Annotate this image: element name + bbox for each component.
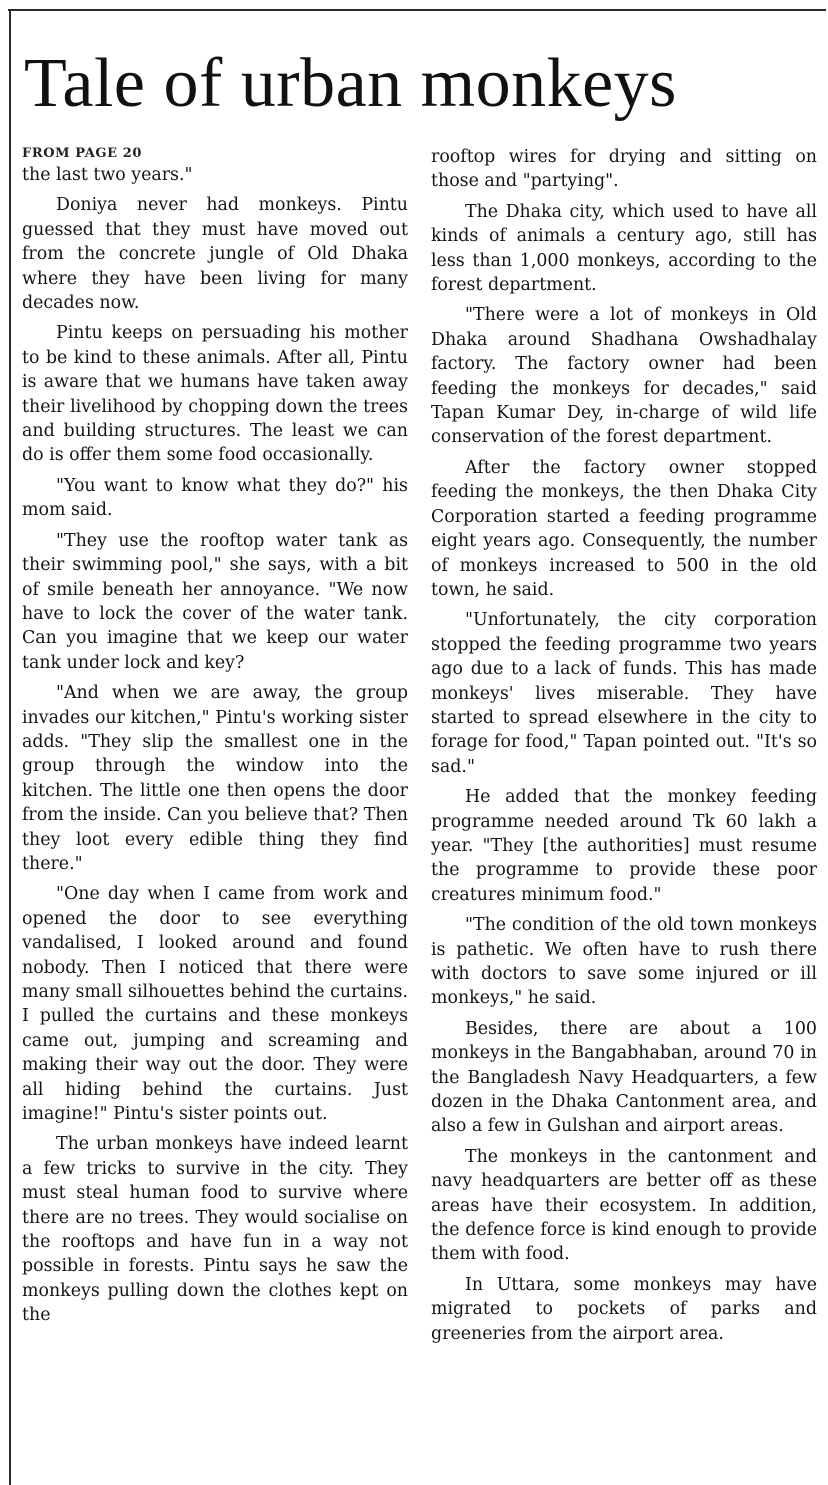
paragraph: Besides, there are about a 100 monkeys in the Bangabhaban, around 70 in the Bangladesh Navy Headquarters, a few dozen in the Dhaka Cantonment area, and also a few in Gulshan and airport areas. <box>431 1018 817 1137</box>
right-column <box>431 145 817 1352</box>
paragraph: In Uttara, some monkeys may have migrated to pockets of parks and greeneries from the airport area. <box>431 1274 817 1344</box>
paragraph: "They use the rooftop water tank as their swimming pool," she says, with a bit of smile beneath her annoyance. "We now have to lock the cover of the water tank. Can you imagine that we keep our water tank under lock and key? <box>22 530 408 673</box>
paragraph: The monkeys in the cantonment and navy headquarters are better off as these areas have their ecosystem. In addition, the defence force is kind enough to provide them with food. <box>431 1146 817 1265</box>
paragraph: Doniya never had monkeys. Pintu guessed that they must have moved out from the concrete jungle of Old Dhaka where they have been living for many decades now. <box>22 195 408 314</box>
paragraph: "Unfortunately, the city corporation stopped the feeding programme two years ago due to a lack of funds. This has made monkeys' lives miserable. They have started to spread elsewhere in the city to forage for food," Tapan pointed out. "It's so sad." <box>431 610 817 777</box>
headline: Tale of urban monkeys <box>24 45 677 122</box>
continuation-kicker: FROM PAGE 20 <box>22 146 143 161</box>
paragraph: He added that the monkey feeding programme needed around Tk 60 lakh a year. "They [the authorities] must resume the programme to provide these poor creatures minimum food." <box>431 787 817 905</box>
paragraph: rooftop wires for drying and sitting on those and "partying". <box>431 147 817 192</box>
paragraph: "And when we are away, the group invades our kitchen," Pintu's working sister adds. "They slip the smallest one in the group through the window into the kitchen. The little one then opens the door from the inside. Can you believe that? Then they loot every edible thing they find there." <box>22 683 408 874</box>
paragraph: "There were a lot of monkeys in Old Dhaka around Shadhana Owshadhalay factory. The factory owner had been feeding the monkeys for decades," said Tapan Kumar Dey, in-charge of wild life conservation of the forest department. <box>431 305 817 448</box>
paragraph: Pintu keeps on persuading his mother to be kind to these animals. After all, Pintu is aware that we humans have taken away their livelihood by chopping down the trees and building structures. The least we can do is offer them some food occasionally. <box>22 323 408 466</box>
paragraph: The urban monkeys have indeed learnt a few tricks to survive in the city. They must steal human food to survive where there are no trees. They would socialise on the rooftops and have fun in a way not possible in forests. Pintu says he saw the monkeys pulling down the clothes kept on the <box>22 1134 408 1326</box>
paragraph: The Dhaka city, which used to have all kinds of animals a century ago, still has less than 1,000 monkeys, according to the forest department. <box>431 201 817 296</box>
paragraph: the last two years." <box>22 165 193 185</box>
top-rule <box>8 9 826 11</box>
left-rule <box>9 9 11 1485</box>
paragraph: "You want to know what they do?" his mom said. <box>22 475 408 521</box>
paragraph: After the factory owner stopped feeding the monkeys, the then Dhaka City Corporation started a feeding programme eight years ago. Consequently, the number of monkeys increased to 500 in the old town, he said. <box>431 457 817 600</box>
paragraph: "The condition of the old town monkeys is pathetic. We often have to rush there with doctors to save some injured or ill monkeys," he said. <box>431 915 817 1009</box>
paragraph: "One day when I came from work and opened the door to see everything vandalised, I looked around and found nobody. Then I noticed that there were many small silhouettes behind the curtains. I pulled the curtains and these monkeys came out, jumping and screaming and making their way out the door. They were all hiding behind the curtains. Just imagine!" Pintu's sister points out. <box>22 884 408 1125</box>
left-column <box>22 145 408 1334</box>
